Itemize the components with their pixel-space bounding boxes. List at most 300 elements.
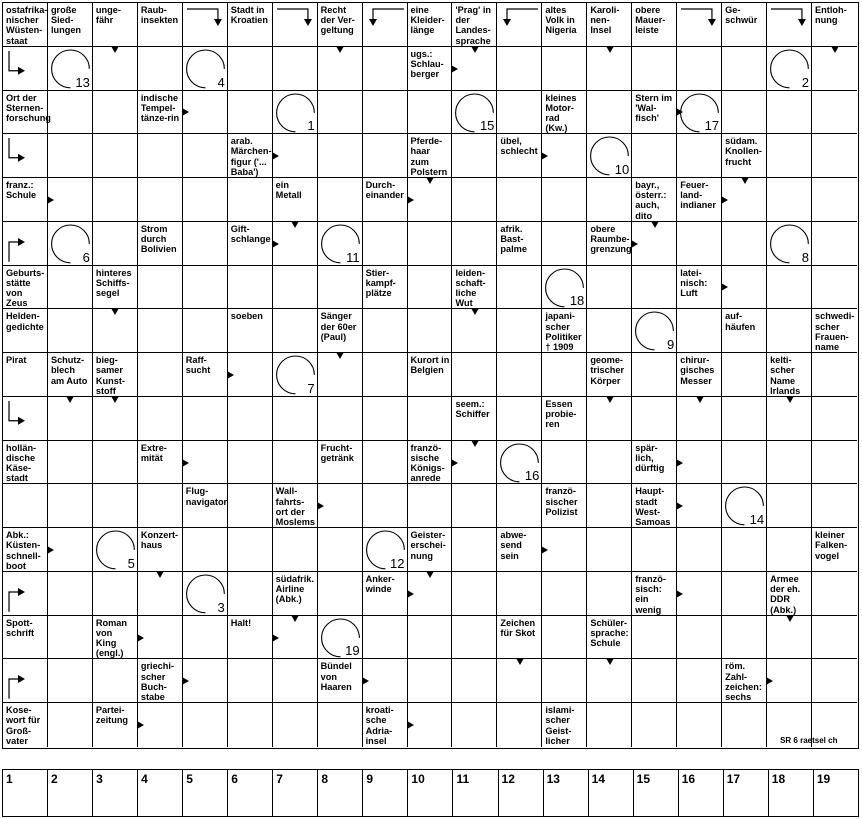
answer-cell[interactable] bbox=[48, 309, 93, 353]
answer-cell[interactable] bbox=[408, 572, 453, 616]
answer-cell[interactable] bbox=[273, 266, 318, 310]
solution-box[interactable]: 9 bbox=[363, 770, 408, 816]
answer-cell[interactable] bbox=[318, 91, 363, 135]
clue-cell bbox=[3, 178, 48, 222]
answer-cell[interactable] bbox=[452, 178, 497, 222]
answer-cell[interactable] bbox=[722, 528, 767, 572]
answer-cell[interactable] bbox=[587, 572, 632, 616]
answer-cell[interactable] bbox=[363, 222, 408, 266]
answer-cell[interactable] bbox=[183, 47, 228, 91]
answer-cell[interactable] bbox=[183, 703, 228, 747]
answer-cell[interactable] bbox=[632, 266, 677, 310]
answer-cell[interactable] bbox=[452, 47, 497, 91]
answer-cell[interactable] bbox=[93, 178, 138, 222]
answer-cell[interactable] bbox=[587, 703, 632, 747]
answer-cell[interactable] bbox=[497, 266, 542, 310]
answer-cell[interactable] bbox=[228, 703, 273, 747]
answer-cell[interactable] bbox=[767, 397, 812, 441]
clue-text: Armee der eh. DDR (Abk.) bbox=[770, 573, 801, 615]
answer-cell[interactable] bbox=[228, 484, 273, 528]
answer-cell[interactable] bbox=[363, 309, 408, 353]
clue-cell bbox=[722, 3, 767, 47]
answer-cell[interactable] bbox=[138, 703, 183, 747]
answer-cell[interactable] bbox=[273, 528, 318, 572]
answer-cell[interactable] bbox=[273, 309, 318, 353]
arrow-down-icon bbox=[471, 440, 479, 447]
solution-box[interactable]: 14 bbox=[589, 770, 634, 816]
answer-cell[interactable] bbox=[3, 572, 48, 616]
answer-cell[interactable] bbox=[632, 659, 677, 703]
answer-cell[interactable] bbox=[93, 659, 138, 703]
answer-cell[interactable] bbox=[48, 397, 93, 441]
answer-cell[interactable] bbox=[542, 659, 587, 703]
answer-cell[interactable] bbox=[542, 134, 587, 178]
answer-cell[interactable] bbox=[812, 134, 857, 178]
answer-cell[interactable] bbox=[273, 91, 318, 135]
answer-cell[interactable] bbox=[408, 397, 453, 441]
answer-cell[interactable] bbox=[363, 353, 408, 397]
answer-cell[interactable] bbox=[228, 397, 273, 441]
answer-cell[interactable] bbox=[183, 134, 228, 178]
answer-cell[interactable] bbox=[318, 134, 363, 178]
answer-cell[interactable] bbox=[542, 178, 587, 222]
answer-cell[interactable] bbox=[722, 397, 767, 441]
answer-cell[interactable] bbox=[542, 528, 587, 572]
clue-text: ein Metall bbox=[275, 180, 302, 201]
answer-cell[interactable] bbox=[273, 441, 318, 485]
answer-cell[interactable] bbox=[812, 484, 857, 528]
answer-cell[interactable] bbox=[48, 703, 93, 747]
solution-box[interactable]: 18 bbox=[769, 770, 814, 816]
arrow-right-icon bbox=[272, 240, 279, 248]
answer-cell[interactable] bbox=[228, 91, 273, 135]
answer-cell[interactable] bbox=[363, 616, 408, 660]
answer-cell[interactable] bbox=[632, 528, 677, 572]
answer-cell[interactable] bbox=[767, 616, 812, 660]
answer-cell[interactable] bbox=[228, 659, 273, 703]
answer-cell[interactable] bbox=[677, 703, 722, 747]
solution-box[interactable]: 7 bbox=[273, 770, 318, 816]
answer-cell[interactable] bbox=[3, 659, 48, 703]
answer-cell[interactable] bbox=[812, 47, 857, 91]
arrow-down-icon bbox=[426, 571, 434, 578]
answer-cell[interactable] bbox=[183, 91, 228, 135]
answer-cell[interactable] bbox=[542, 47, 587, 91]
answer-cell[interactable] bbox=[408, 266, 453, 310]
answer-cell[interactable] bbox=[677, 528, 722, 572]
answer-cell[interactable] bbox=[138, 616, 183, 660]
answer-cell[interactable] bbox=[542, 222, 587, 266]
arrow-right-icon bbox=[362, 677, 369, 685]
answer-cell[interactable] bbox=[497, 572, 542, 616]
answer-cell[interactable] bbox=[93, 441, 138, 485]
clue-cell bbox=[3, 353, 48, 397]
solution-number: 14 bbox=[749, 512, 765, 528]
clue-text: islami-scher Geist-licher bbox=[545, 705, 575, 746]
answer-cell[interactable] bbox=[722, 572, 767, 616]
answer-cell[interactable] bbox=[767, 47, 812, 91]
clue-cell bbox=[3, 528, 48, 572]
answer-cell[interactable] bbox=[408, 659, 453, 703]
answer-cell[interactable] bbox=[722, 178, 767, 222]
solution-word-row bbox=[2, 769, 859, 817]
solution-box[interactable]: 4 bbox=[138, 770, 183, 816]
answer-cell[interactable] bbox=[677, 134, 722, 178]
answer-cell[interactable] bbox=[138, 47, 183, 91]
answer-cell[interactable] bbox=[93, 572, 138, 616]
answer-cell[interactable] bbox=[48, 134, 93, 178]
answer-cell[interactable] bbox=[363, 441, 408, 485]
answer-cell[interactable] bbox=[812, 222, 857, 266]
answer-cell[interactable] bbox=[452, 703, 497, 747]
arrow-right-icon bbox=[766, 677, 773, 685]
answer-cell[interactable] bbox=[632, 353, 677, 397]
clue-cell bbox=[408, 441, 453, 485]
answer-cell[interactable] bbox=[183, 441, 228, 485]
answer-cell[interactable] bbox=[587, 91, 632, 135]
answer-cell[interactable] bbox=[363, 91, 408, 135]
solution-number: 17 bbox=[704, 118, 720, 134]
answer-cell[interactable] bbox=[318, 703, 363, 747]
answer-cell[interactable] bbox=[183, 309, 228, 353]
answer-cell[interactable] bbox=[677, 3, 722, 47]
answer-cell[interactable] bbox=[408, 703, 453, 747]
answer-cell[interactable] bbox=[587, 178, 632, 222]
solution-box[interactable]: 17 bbox=[724, 770, 769, 816]
answer-cell[interactable] bbox=[183, 397, 228, 441]
answer-cell[interactable] bbox=[408, 309, 453, 353]
answer-cell[interactable] bbox=[677, 91, 722, 135]
arrow-right-icon bbox=[541, 152, 548, 160]
answer-cell[interactable] bbox=[587, 484, 632, 528]
answer-cell[interactable] bbox=[587, 528, 632, 572]
clue-text: röm. Zahl-zeichen: sechs bbox=[725, 661, 762, 703]
solution-box[interactable]: 3 bbox=[93, 770, 138, 816]
answer-cell[interactable] bbox=[273, 353, 318, 397]
answer-cell[interactable] bbox=[812, 91, 857, 135]
clue-text: arab. Märchen-figur ('... Baba') bbox=[230, 136, 272, 177]
answer-cell[interactable] bbox=[677, 484, 722, 528]
answer-cell[interactable] bbox=[93, 91, 138, 135]
answer-cell[interactable] bbox=[722, 47, 767, 91]
answer-cell[interactable] bbox=[138, 353, 183, 397]
clue-text: Halt! bbox=[230, 617, 252, 628]
answer-cell[interactable] bbox=[452, 309, 497, 353]
left-down-arrow-icon bbox=[363, 3, 408, 47]
answer-cell[interactable] bbox=[48, 222, 93, 266]
answer-cell[interactable] bbox=[497, 659, 542, 703]
answer-cell[interactable] bbox=[767, 3, 812, 47]
answer-cell[interactable] bbox=[812, 353, 857, 397]
clue-cell bbox=[228, 616, 273, 660]
answer-cell[interactable] bbox=[93, 222, 138, 266]
answer-cell[interactable] bbox=[3, 397, 48, 441]
answer-cell[interactable] bbox=[408, 91, 453, 135]
solution-box[interactable]: 8 bbox=[318, 770, 363, 816]
answer-cell[interactable] bbox=[677, 397, 722, 441]
arrow-right-icon bbox=[227, 371, 234, 379]
solution-box[interactable]: 16 bbox=[679, 770, 724, 816]
answer-cell[interactable] bbox=[632, 397, 677, 441]
answer-cell[interactable] bbox=[318, 353, 363, 397]
answer-cell[interactable] bbox=[587, 266, 632, 310]
answer-cell[interactable] bbox=[183, 572, 228, 616]
answer-cell[interactable] bbox=[677, 659, 722, 703]
answer-cell[interactable] bbox=[497, 703, 542, 747]
answer-cell[interactable] bbox=[497, 441, 542, 485]
answer-cell[interactable] bbox=[318, 528, 363, 572]
answer-cell[interactable] bbox=[812, 441, 857, 485]
answer-cell[interactable] bbox=[722, 616, 767, 660]
answer-cell[interactable] bbox=[48, 616, 93, 660]
answer-cell[interactable] bbox=[138, 266, 183, 310]
answer-cell[interactable] bbox=[363, 528, 408, 572]
answer-cell[interactable] bbox=[497, 178, 542, 222]
arrow-right-icon bbox=[451, 459, 458, 467]
answer-cell[interactable] bbox=[497, 309, 542, 353]
answer-cell[interactable] bbox=[767, 134, 812, 178]
answer-cell[interactable] bbox=[183, 616, 228, 660]
answer-cell[interactable] bbox=[452, 659, 497, 703]
answer-cell[interactable] bbox=[542, 572, 587, 616]
answer-cell[interactable] bbox=[677, 309, 722, 353]
answer-cell[interactable] bbox=[93, 397, 138, 441]
answer-cell[interactable] bbox=[722, 703, 767, 747]
answer-cell[interactable] bbox=[273, 703, 318, 747]
answer-cell[interactable] bbox=[273, 47, 318, 91]
clue-cell bbox=[183, 353, 228, 397]
answer-cell[interactable] bbox=[408, 178, 453, 222]
answer-cell[interactable] bbox=[273, 616, 318, 660]
answer-cell[interactable] bbox=[93, 309, 138, 353]
answer-cell[interactable] bbox=[318, 266, 363, 310]
solution-box[interactable]: 15 bbox=[634, 770, 679, 816]
answer-cell[interactable] bbox=[677, 572, 722, 616]
answer-cell[interactable] bbox=[722, 266, 767, 310]
answer-cell[interactable] bbox=[3, 47, 48, 91]
answer-cell[interactable] bbox=[587, 441, 632, 485]
answer-cell[interactable] bbox=[363, 134, 408, 178]
answer-cell[interactable] bbox=[542, 441, 587, 485]
answer-cell[interactable] bbox=[587, 309, 632, 353]
answer-cell[interactable] bbox=[497, 3, 542, 47]
answer-cell[interactable] bbox=[273, 3, 318, 47]
answer-cell[interactable] bbox=[812, 616, 857, 660]
answer-cell[interactable] bbox=[93, 47, 138, 91]
answer-cell[interactable] bbox=[273, 397, 318, 441]
answer-cell[interactable] bbox=[138, 309, 183, 353]
solution-box[interactable]: 11 bbox=[453, 770, 498, 816]
answer-cell[interactable] bbox=[3, 484, 48, 528]
answer-cell[interactable] bbox=[677, 222, 722, 266]
answer-cell[interactable] bbox=[767, 309, 812, 353]
answer-cell[interactable] bbox=[452, 91, 497, 135]
answer-cell[interactable] bbox=[632, 134, 677, 178]
answer-cell[interactable] bbox=[452, 134, 497, 178]
answer-cell[interactable] bbox=[497, 47, 542, 91]
answer-cell[interactable] bbox=[677, 616, 722, 660]
answer-cell[interactable] bbox=[452, 353, 497, 397]
answer-cell[interactable] bbox=[587, 659, 632, 703]
answer-cell[interactable] bbox=[452, 222, 497, 266]
answer-cell[interactable] bbox=[452, 441, 497, 485]
answer-cell[interactable] bbox=[497, 397, 542, 441]
answer-cell[interactable] bbox=[183, 3, 228, 47]
clue-cell bbox=[3, 309, 48, 353]
answer-cell[interactable] bbox=[767, 528, 812, 572]
answer-cell[interactable] bbox=[48, 91, 93, 135]
answer-cell[interactable] bbox=[363, 3, 408, 47]
answer-cell[interactable] bbox=[767, 222, 812, 266]
answer-cell[interactable] bbox=[587, 134, 632, 178]
answer-cell[interactable] bbox=[767, 441, 812, 485]
answer-cell[interactable] bbox=[138, 178, 183, 222]
answer-cell[interactable] bbox=[587, 397, 632, 441]
answer-cell[interactable] bbox=[363, 484, 408, 528]
solution-box[interactable]: 6 bbox=[228, 770, 273, 816]
answer-cell[interactable] bbox=[318, 222, 363, 266]
solution-box[interactable]: 1 bbox=[3, 770, 48, 816]
answer-cell[interactable] bbox=[183, 528, 228, 572]
arrow-right-icon bbox=[676, 502, 683, 510]
answer-cell[interactable] bbox=[452, 572, 497, 616]
answer-cell[interactable] bbox=[138, 572, 183, 616]
answer-cell[interactable] bbox=[542, 353, 587, 397]
answer-cell[interactable] bbox=[228, 47, 273, 91]
answer-cell[interactable] bbox=[363, 47, 408, 91]
solution-circle bbox=[722, 484, 767, 528]
answer-cell[interactable] bbox=[93, 134, 138, 178]
solution-box[interactable]: 12 bbox=[499, 770, 544, 816]
answer-cell[interactable] bbox=[228, 178, 273, 222]
answer-cell[interactable] bbox=[722, 353, 767, 397]
solution-box[interactable]: 10 bbox=[408, 770, 453, 816]
answer-cell[interactable] bbox=[722, 484, 767, 528]
answer-cell[interactable] bbox=[138, 397, 183, 441]
answer-cell[interactable] bbox=[408, 616, 453, 660]
answer-cell[interactable] bbox=[183, 659, 228, 703]
answer-cell[interactable] bbox=[542, 266, 587, 310]
clue-cell bbox=[93, 3, 138, 47]
answer-cell[interactable] bbox=[497, 484, 542, 528]
answer-cell[interactable] bbox=[677, 47, 722, 91]
answer-cell[interactable] bbox=[48, 47, 93, 91]
answer-cell[interactable] bbox=[632, 47, 677, 91]
answer-cell[interactable] bbox=[767, 659, 812, 703]
arrow-right-icon bbox=[407, 196, 414, 204]
solution-box[interactable]: 19 bbox=[816, 772, 831, 786]
arrow-down-icon bbox=[156, 571, 164, 578]
answer-cell[interactable] bbox=[273, 222, 318, 266]
answer-cell[interactable] bbox=[767, 266, 812, 310]
answer-cell[interactable] bbox=[363, 397, 408, 441]
answer-cell[interactable] bbox=[48, 528, 93, 572]
answer-cell[interactable] bbox=[318, 47, 363, 91]
answer-cell[interactable] bbox=[767, 178, 812, 222]
answer-cell[interactable] bbox=[48, 484, 93, 528]
answer-cell[interactable] bbox=[3, 134, 48, 178]
answer-cell[interactable] bbox=[497, 91, 542, 135]
answer-cell[interactable] bbox=[632, 309, 677, 353]
answer-cell[interactable] bbox=[632, 703, 677, 747]
answer-cell[interactable] bbox=[408, 484, 453, 528]
answer-cell[interactable] bbox=[363, 659, 408, 703]
answer-cell[interactable] bbox=[93, 528, 138, 572]
answer-cell[interactable] bbox=[318, 572, 363, 616]
clue-cell bbox=[138, 222, 183, 266]
answer-cell[interactable] bbox=[138, 134, 183, 178]
solution-number: 1 bbox=[307, 118, 315, 134]
answer-cell[interactable] bbox=[497, 353, 542, 397]
answer-cell[interactable] bbox=[767, 484, 812, 528]
answer-cell[interactable] bbox=[767, 91, 812, 135]
answer-cell[interactable] bbox=[138, 484, 183, 528]
answer-cell[interactable] bbox=[183, 178, 228, 222]
answer-cell[interactable] bbox=[587, 47, 632, 91]
arrow-right-icon bbox=[47, 546, 54, 554]
answer-cell[interactable] bbox=[812, 266, 857, 310]
answer-cell[interactable] bbox=[812, 178, 857, 222]
answer-cell[interactable] bbox=[48, 572, 93, 616]
answer-cell[interactable] bbox=[722, 222, 767, 266]
answer-cell[interactable] bbox=[228, 441, 273, 485]
clue-cell bbox=[93, 703, 138, 747]
answer-cell[interactable] bbox=[48, 266, 93, 310]
answer-cell[interactable] bbox=[93, 484, 138, 528]
answer-cell[interactable] bbox=[228, 266, 273, 310]
answer-cell[interactable] bbox=[318, 397, 363, 441]
answer-cell[interactable] bbox=[542, 616, 587, 660]
answer-cell[interactable] bbox=[722, 91, 767, 135]
answer-cell[interactable] bbox=[452, 528, 497, 572]
clue-text: Zeichen für Skot bbox=[500, 617, 536, 638]
answer-cell[interactable] bbox=[318, 484, 363, 528]
answer-cell[interactable] bbox=[677, 441, 722, 485]
clue-cell bbox=[452, 266, 497, 310]
answer-cell[interactable] bbox=[48, 659, 93, 703]
clue-text: Kose-wort für Groß-vater bbox=[6, 705, 41, 746]
answer-cell[interactable] bbox=[318, 178, 363, 222]
answer-cell[interactable] bbox=[722, 441, 767, 485]
answer-cell[interactable] bbox=[48, 441, 93, 485]
solution-box[interactable]: 5 bbox=[183, 770, 228, 816]
clue-cell bbox=[722, 659, 767, 703]
answer-cell[interactable] bbox=[812, 397, 857, 441]
answer-cell[interactable] bbox=[48, 178, 93, 222]
answer-cell[interactable] bbox=[273, 134, 318, 178]
answer-cell[interactable] bbox=[318, 616, 363, 660]
solution-box[interactable]: 2 bbox=[48, 770, 93, 816]
clue-text: ugs.: Schlau-berger bbox=[410, 48, 444, 80]
clue-cell bbox=[542, 309, 587, 353]
answer-cell[interactable] bbox=[452, 484, 497, 528]
answer-cell[interactable] bbox=[183, 222, 228, 266]
answer-cell[interactable] bbox=[812, 659, 857, 703]
answer-cell[interactable] bbox=[812, 572, 857, 616]
answer-cell[interactable] bbox=[183, 266, 228, 310]
answer-cell[interactable] bbox=[228, 353, 273, 397]
answer-cell[interactable] bbox=[632, 222, 677, 266]
answer-cell[interactable] bbox=[452, 616, 497, 660]
solution-box[interactable]: 13 bbox=[544, 770, 589, 816]
answer-cell[interactable] bbox=[228, 528, 273, 572]
answer-cell[interactable] bbox=[632, 616, 677, 660]
answer-cell[interactable] bbox=[273, 659, 318, 703]
answer-cell[interactable] bbox=[3, 222, 48, 266]
clue-text: Sänger der 60er (Paul) bbox=[320, 311, 357, 342]
answer-cell[interactable] bbox=[408, 222, 453, 266]
answer-cell[interactable] bbox=[228, 572, 273, 616]
